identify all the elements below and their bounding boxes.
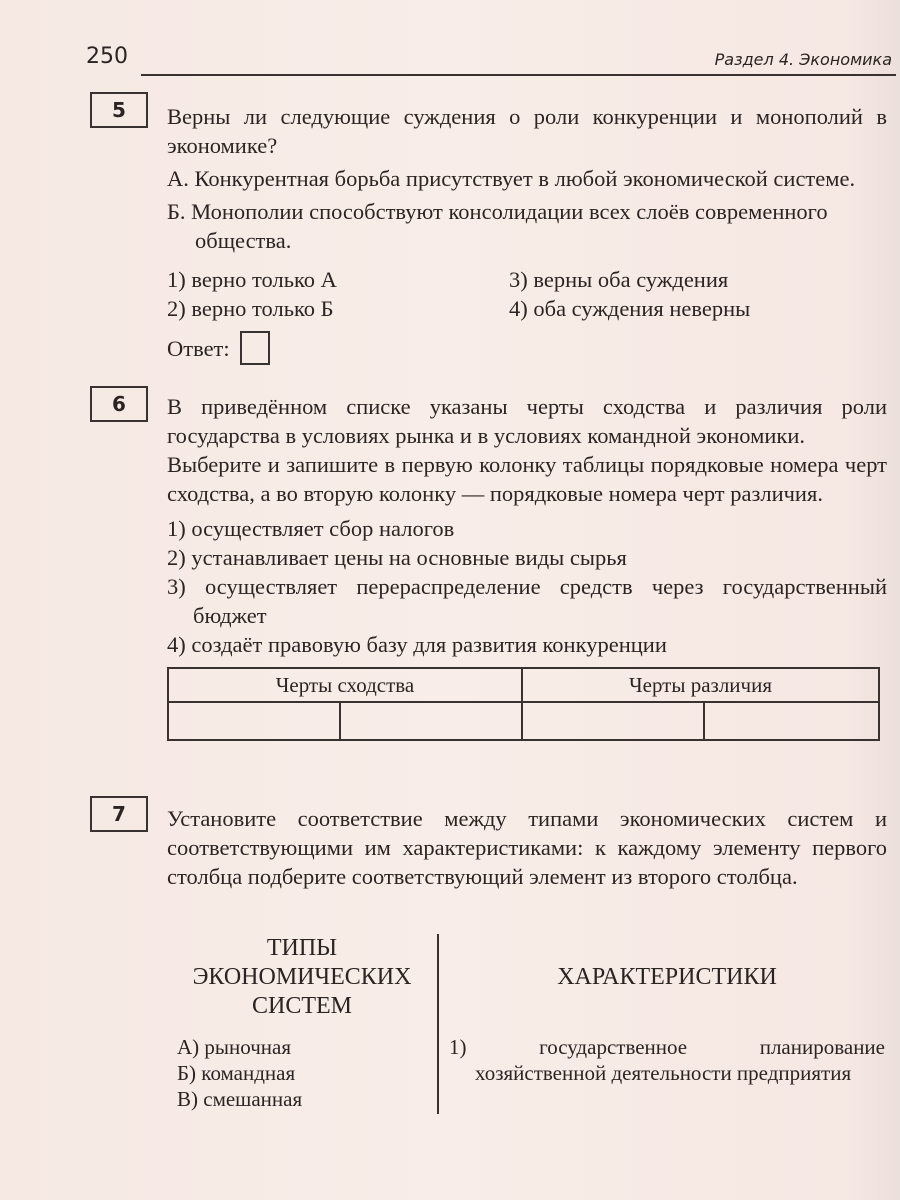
page-header bbox=[86, 44, 900, 78]
option-2: 2) верно только Б bbox=[167, 296, 334, 321]
question-text: Верны ли следующие суждения о роли конкуренции и монополий в экономике? bbox=[167, 104, 887, 158]
answer-cell[interactable] bbox=[340, 702, 522, 740]
header-similarities: Черты сходства bbox=[168, 668, 522, 702]
column-divider bbox=[437, 934, 439, 1114]
characteristics-list bbox=[449, 1034, 885, 1086]
list-item: А) рыночная bbox=[177, 1035, 291, 1059]
answer-box[interactable] bbox=[240, 331, 270, 365]
task-body bbox=[167, 102, 887, 365]
answer-cell[interactable] bbox=[522, 702, 704, 740]
page-number: 250 bbox=[86, 44, 128, 69]
instruction-text: Выберите и запишите в первую колонку таблицы порядковые номера черт сходства, а во вторую колонку — порядковые номера черт различия. bbox=[167, 452, 887, 506]
traits-list bbox=[167, 514, 887, 659]
list-item: 4) создаёт правовую базу для развития конкуренции bbox=[167, 632, 667, 657]
list-item: 3) осуществляет перераспределение средств через государственный бюджет bbox=[167, 574, 887, 628]
task-body bbox=[167, 804, 887, 1144]
list-item: 2) устанавливает цены на основные виды сырья bbox=[167, 545, 627, 570]
task-body bbox=[167, 392, 887, 741]
intro-text: В приведённом списке указаны черты сходства и различия роли государства в условиях рынка и в условиях командной экономики. bbox=[167, 394, 887, 448]
task-number: 6 bbox=[90, 386, 148, 422]
answer-row bbox=[167, 331, 887, 365]
statement-b: Б. Монополии способствуют консолидации всех слоёв современного общества. bbox=[167, 199, 828, 253]
list-item: 1) государственное планирование хозяйственной деятельности предприятия bbox=[449, 1035, 885, 1085]
matching-block bbox=[167, 934, 887, 1134]
right-column bbox=[449, 934, 885, 1085]
left-column-title-line: ТИПЫ bbox=[266, 935, 338, 961]
system-types-list bbox=[177, 1034, 302, 1112]
header-divider bbox=[141, 74, 896, 76]
right-column-title: ХАРАКТЕРИСТИКИ bbox=[557, 964, 777, 990]
instruction-text: Установите соответствие между типами экономических систем и соответствующими им характеристиками: к каждому элементу первого столбца подберите соответствующий элемент из второго столбца. bbox=[167, 806, 887, 889]
list-item: В) смешанная bbox=[177, 1087, 303, 1111]
option-3: 3) верны оба суждения bbox=[509, 267, 729, 292]
answer-cell[interactable] bbox=[704, 702, 879, 740]
header-differences: Черты различия bbox=[522, 668, 879, 702]
answer-cell[interactable] bbox=[168, 702, 340, 740]
answer-label: Ответ: bbox=[167, 335, 230, 361]
task-number: 5 bbox=[90, 92, 148, 128]
list-item: 1) осуществляет сбор налогов bbox=[167, 516, 455, 541]
section-title: Раздел 4. Экономика bbox=[714, 50, 892, 69]
task-number: 7 bbox=[90, 796, 148, 832]
list-item: Б) командная bbox=[177, 1061, 296, 1085]
left-column-title-line: СИСТЕМ bbox=[251, 993, 352, 1019]
option-1: 1) верно только А bbox=[167, 267, 337, 292]
statement-a: А. Конкурентная борьба присутствует в любой экономической системе. bbox=[167, 166, 856, 191]
left-column-title-line: ЭКОНОМИЧЕСКИХ bbox=[192, 964, 412, 990]
answer-options bbox=[167, 265, 887, 323]
left-column bbox=[167, 934, 437, 1111]
option-4: 4) оба суждения неверны bbox=[509, 296, 751, 321]
answer-table bbox=[167, 667, 880, 741]
